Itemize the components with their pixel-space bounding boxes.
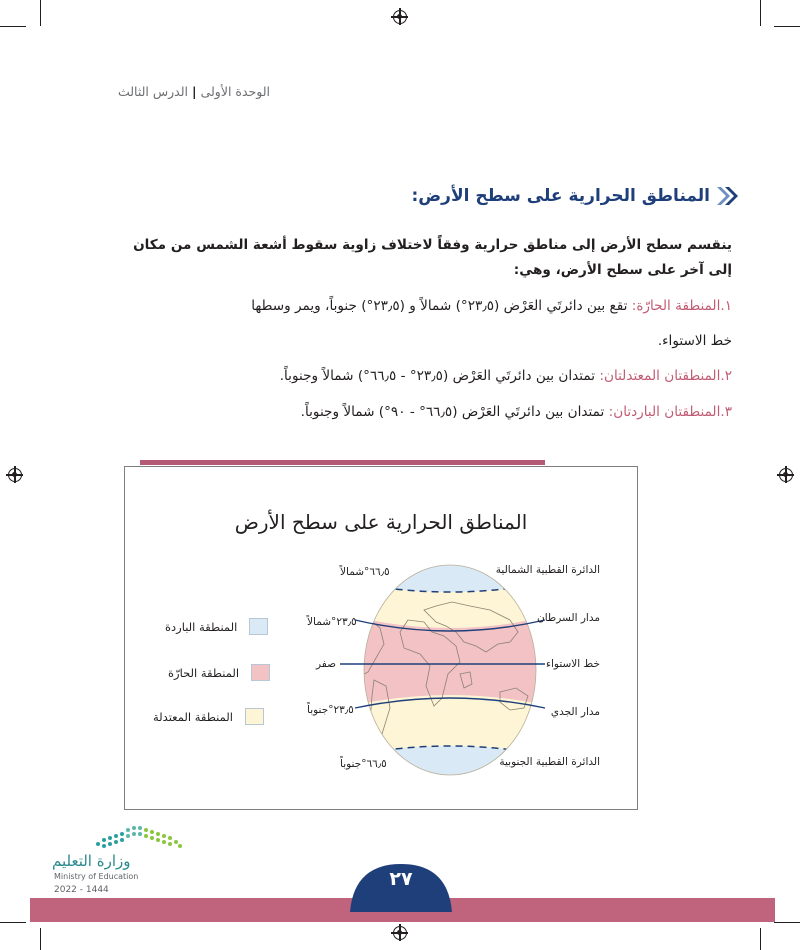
ministry-name: وزارة التعليم bbox=[52, 852, 131, 870]
registration-mark-icon bbox=[393, 926, 407, 940]
list-number: ١. bbox=[720, 298, 732, 314]
crop-mark bbox=[774, 26, 800, 27]
crop-mark bbox=[40, 928, 41, 950]
tropic-of-cancer-label: مدار السرطان bbox=[536, 612, 600, 624]
legend-item-cold bbox=[165, 618, 268, 635]
list-number: ٢. bbox=[720, 368, 732, 384]
antarctic-circle-label: الدائرة القطبية الجنوبية bbox=[499, 756, 600, 768]
tropic-of-capricorn-label: مدار الجدي bbox=[550, 706, 600, 718]
registration-mark-icon bbox=[779, 468, 793, 482]
legend-label: المنطقة المعتدلة bbox=[153, 709, 233, 724]
zone-name: المنطقة الحارّة: bbox=[631, 298, 721, 314]
legend-swatch bbox=[251, 664, 270, 681]
registration-mark-icon bbox=[393, 10, 407, 24]
legend-label: المنطقة الباردة bbox=[165, 619, 238, 634]
lesson-label: الدرس الثالث bbox=[117, 84, 188, 99]
page-number: ٢٧ bbox=[389, 868, 413, 890]
registration-mark-icon bbox=[8, 468, 22, 482]
zone-text: تمتدان بين دائرتَي العَرْض (٢٣٫٥° - ٦٦٫٥°) شمالاً وجنوباً. bbox=[279, 368, 600, 384]
zone-name: المنطقتان المعتدلتان: bbox=[599, 368, 721, 384]
list-item bbox=[251, 298, 732, 314]
edition-year: 2022 - 1444 bbox=[54, 885, 109, 895]
arctic-circle-label: الدائرة القطبية الشمالية bbox=[495, 564, 600, 576]
equator-label: خط الاستواء bbox=[546, 658, 600, 670]
zone-text: تقع بين دائرتَي العَرْض (٢٣٫٥°) شمالاً و (٢٣٫٥°) جنوباً، ويمر وسطها bbox=[251, 298, 632, 314]
list-item bbox=[301, 404, 732, 420]
legend-item-temperate bbox=[153, 708, 264, 725]
list-number: ٣. bbox=[720, 404, 732, 420]
intro-line-2: إلى آخر على سطح الأرض، وهي: bbox=[513, 262, 732, 278]
section-heading bbox=[411, 186, 738, 206]
list-item bbox=[280, 368, 732, 384]
latitude-66-north-label: ٦٦٫٥°شمالاً bbox=[340, 566, 390, 578]
zone-name: المنطقتان الباردتان: bbox=[608, 404, 721, 420]
legend-swatch bbox=[245, 708, 264, 725]
figure-accent-bar bbox=[140, 460, 545, 465]
legend-swatch bbox=[249, 618, 268, 635]
latitude-66-south-label: ٦٦٫٥°جنوباً bbox=[340, 758, 387, 770]
ministry-logo-icon bbox=[92, 822, 186, 852]
crop-mark bbox=[40, 0, 41, 26]
latitude-zero-label: صفر bbox=[316, 658, 337, 670]
crop-mark bbox=[760, 0, 761, 26]
breadcrumb-separator: | bbox=[192, 84, 197, 99]
legend-label: المنطقة الحارّة bbox=[168, 665, 240, 680]
tropic-of-capricorn-line bbox=[355, 698, 545, 708]
tropic-of-cancer-line bbox=[355, 620, 545, 631]
crop-mark bbox=[0, 922, 26, 923]
figure-title: المناطق الحرارية على سطح الأرض bbox=[234, 510, 528, 534]
crop-mark bbox=[774, 922, 800, 923]
latitude-23-north-label: ٢٣٫٥°شمالاً bbox=[307, 616, 357, 628]
section-title: المناطق الحرارية على سطح الأرض: bbox=[411, 186, 710, 206]
breadcrumb bbox=[100, 84, 270, 99]
intro-line-1: ينقسم سطح الأرض إلى مناطق حرارية وفقاً لاختلاف زاوية سقوط أشعة الشمس من مكان bbox=[133, 237, 732, 253]
unit-label: الوحدة الأولى bbox=[200, 84, 270, 99]
latitude-23-south-label: ٢٣٫٥°جنوباً bbox=[307, 704, 354, 716]
crop-mark bbox=[760, 928, 761, 950]
double-chevron-icon bbox=[716, 187, 738, 205]
list-item-continued: خط الاستواء. bbox=[657, 333, 732, 349]
legend-item-hot bbox=[168, 664, 270, 681]
zone-text: تمتدان بين دائرتَي العَرْض (٦٦٫٥° - ٩٠°) شمالاً وجنوباً. bbox=[300, 404, 609, 420]
ministry-name-english: Ministry of Education bbox=[54, 872, 139, 881]
crop-mark bbox=[0, 26, 26, 27]
